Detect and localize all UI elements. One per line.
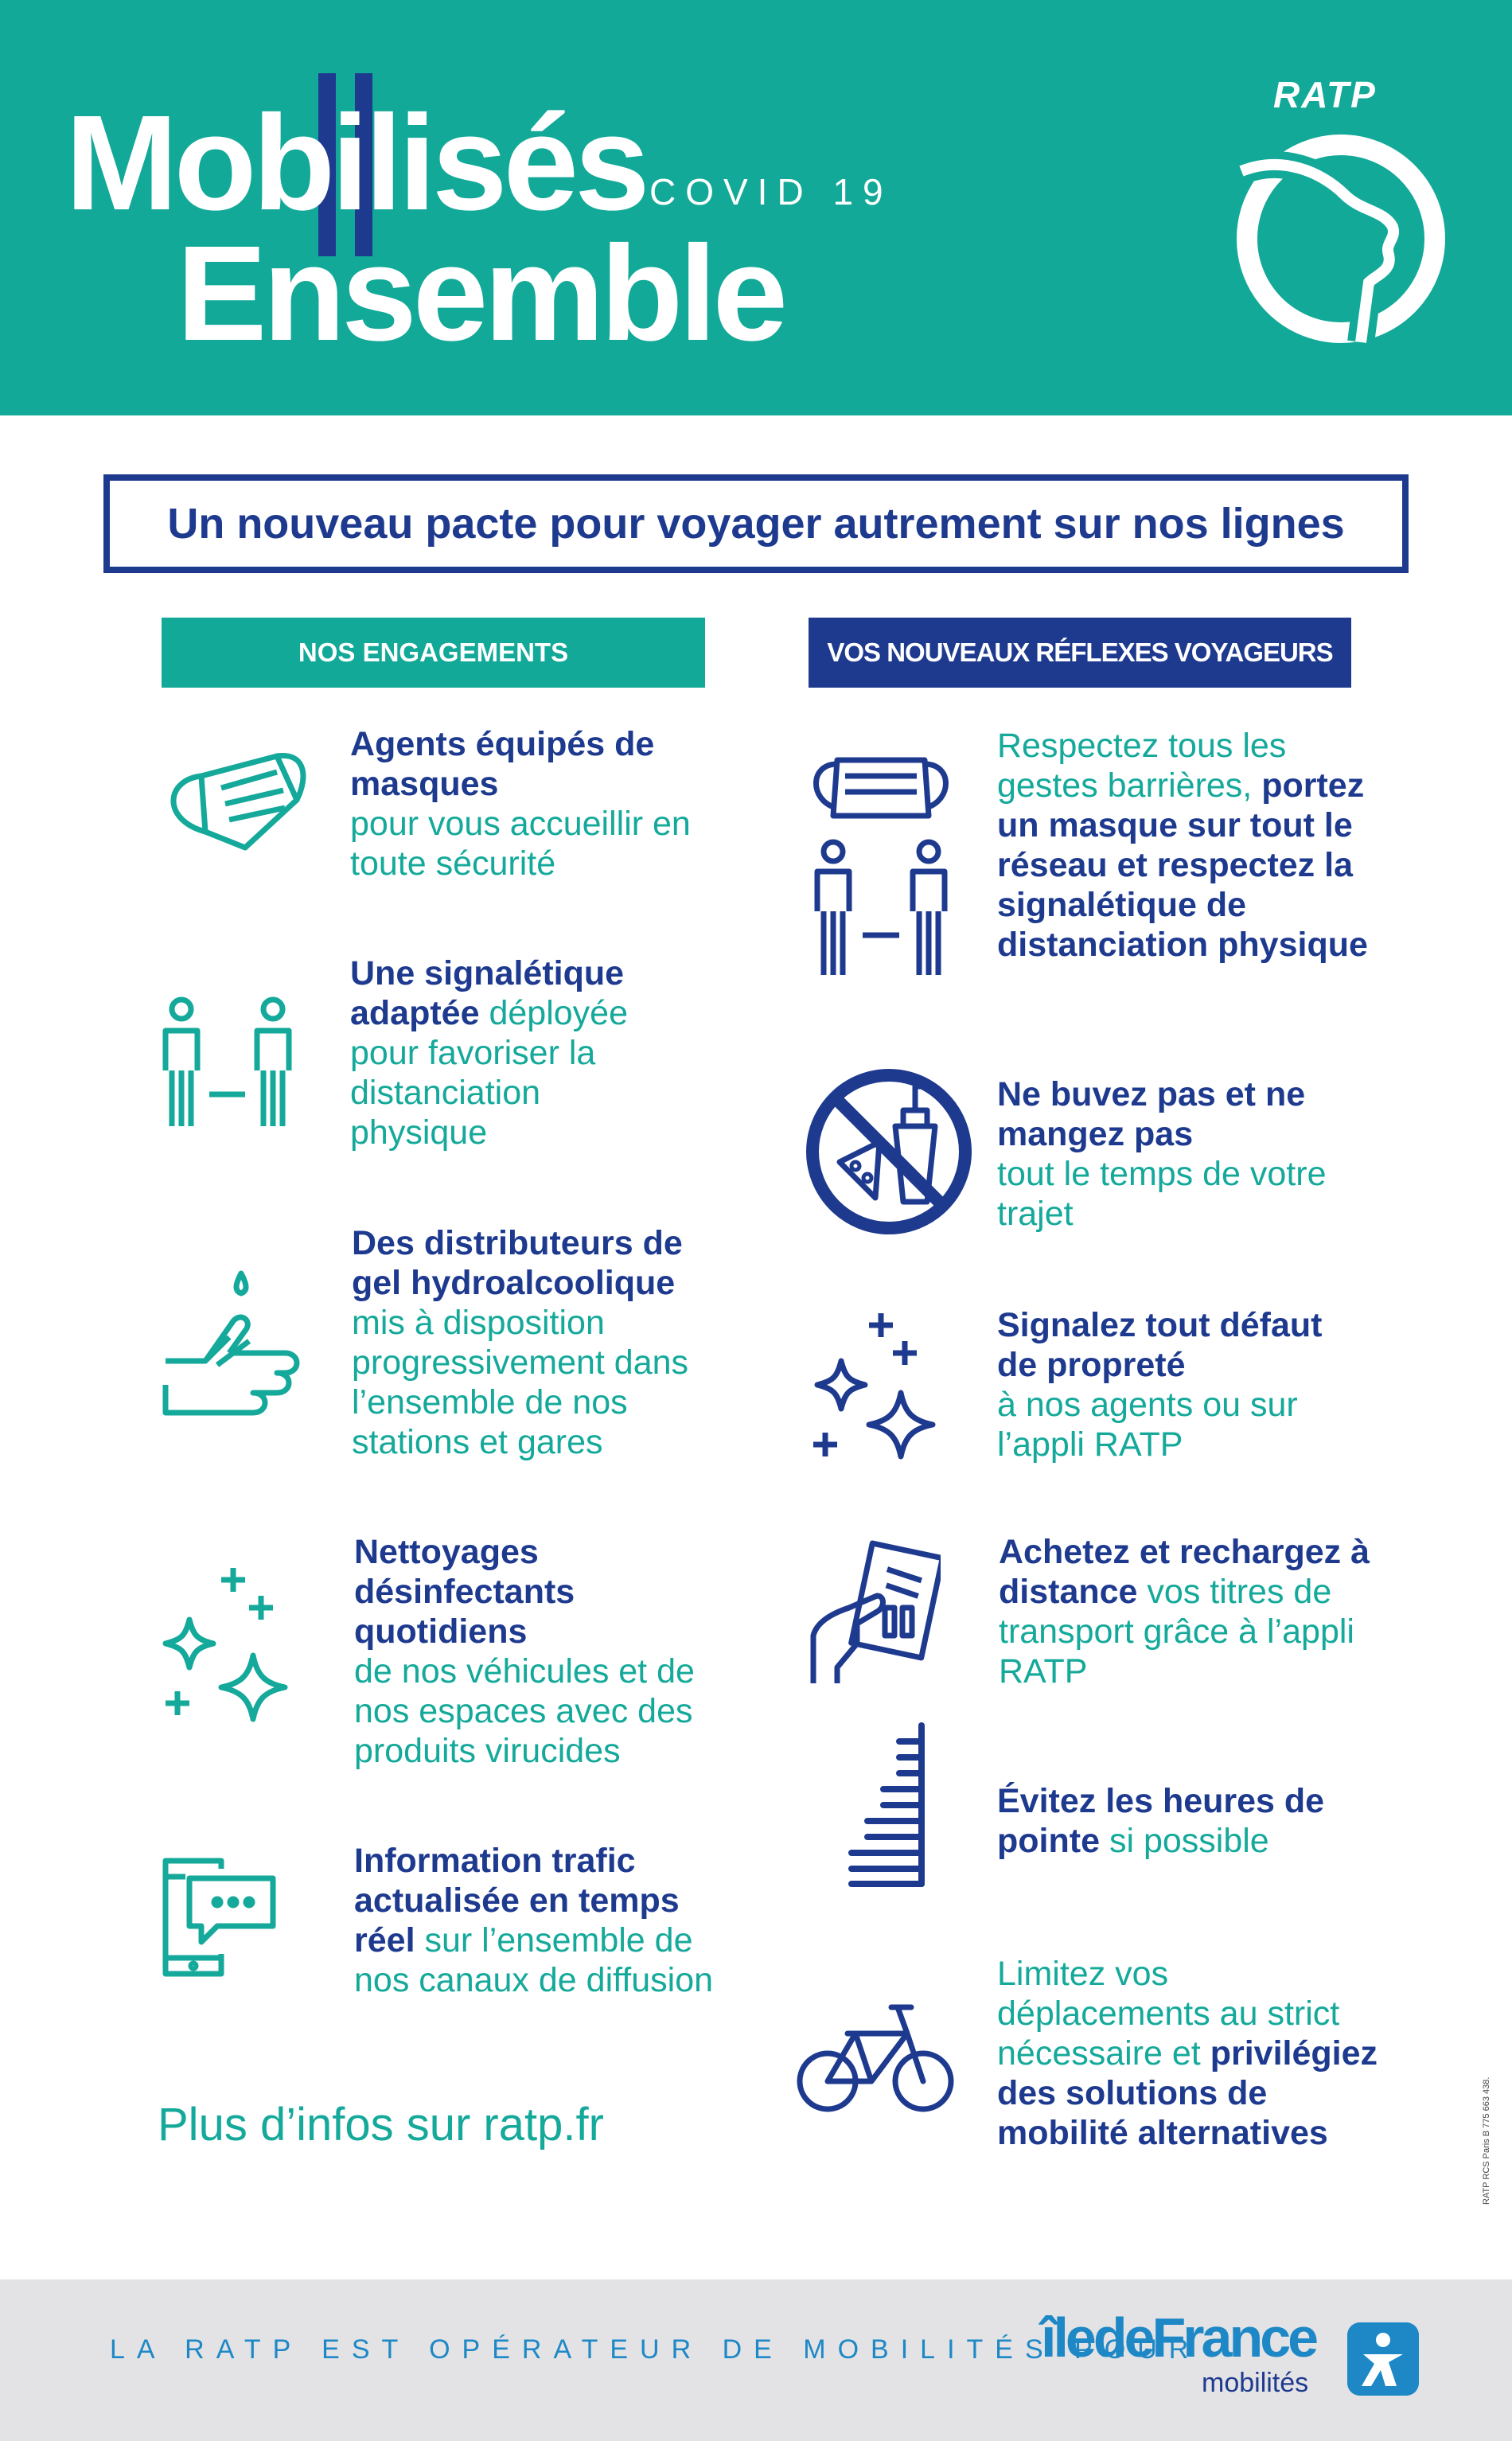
phone-chat-icon [158,1854,281,1982]
legal-notice: RATP RCS Paris B 775 663 438. [1482,2076,1491,2205]
covid-tag: COVID 19 [649,171,893,213]
engagement-4-bold: Nettoyages désinfectants quotidiens [354,1533,575,1651]
distancing-icon [158,995,297,1134]
reflex-6 [997,1954,1387,2153]
idf-mobilites-logo-icon [1347,2322,1419,2396]
engagement-5-bold: Information trafic actualisée en temps réel [354,1842,680,1959]
engagement-3 [352,1223,734,1462]
reflex-6-bold: privilégiez des solutions de mobilité alternatives [997,2034,1378,2152]
reflex-4 [999,1532,1389,1691]
engagement-3-text: mis à disposition progressivement dans l’ensemble de nos stations et gares [352,1304,689,1461]
title-line-1: Mobilisés [65,88,646,239]
engagement-5 [354,1841,744,2000]
ratp-brand-text: RATP [1273,74,1377,115]
engagement-1-text: pour vous accueillir en toute sécurité [350,805,691,883]
subtitle: Un nouveau pacte pour voyager autrement sur nos lignes [167,500,1345,548]
bicycle-icon [796,1998,955,2117]
subtitle-box [103,474,1409,573]
engagement-3-bold: Des distributeurs de gel hydroalcoolique [352,1224,683,1302]
reflex-2 [997,1074,1371,1234]
title-line-2: Ensemble [177,218,785,369]
reflex-3 [997,1305,1371,1464]
reflex-2-bold: Ne buvez pas et ne mangez pas [997,1075,1306,1153]
peak-hours-bars-icon [844,1719,931,1890]
reflex-3-text: à nos agents ou sur l’appli RATP [997,1386,1298,1464]
footer-text: LA RATP EST OPÉRATEUR DE MOBILITÉS POUR [110,2334,1201,2365]
reflex-2-text: tout le temps de votre trajet [997,1155,1327,1233]
mask-and-distance-icon [805,752,957,983]
sparkle-clean-icon [158,1560,297,1735]
ticket-phone-icon [805,1540,941,1687]
engagement-5-text: sur l’ensemble de nos canaux de diffusion [354,1921,714,1999]
idf-mobilites-sub: mobilités [1202,2368,1309,2398]
more-info-link[interactable]: Plus d’infos sur ratp.fr [158,2099,604,2150]
reflex-5-bold: Évitez les heures de pointe [997,1782,1325,1860]
engagement-2 [350,953,684,1152]
ratp-logo-icon [1226,123,1456,354]
engagement-1-bold: Agents équipés de masques [350,725,655,803]
engagement-4 [354,1532,736,1771]
reflex-1-lead: Respectez tous les gestes barrières, [997,727,1287,805]
reflex-1-bold: portez un masque sur tout le réseau et respectez la signalétique de distanciation physique [997,766,1368,964]
reflex-4-text: vos titres de transport grâce à l’appli RATP [999,1573,1354,1690]
column-heading-reflexes: VOS NOUVEAUX RÉFLEXES VOYAGEURS [809,618,1351,688]
hand-sanitizer-icon [158,1265,305,1425]
sparkle-report-icon [805,1305,945,1472]
no-food-drink-icon [804,1066,975,1238]
engagement-2-text: déployée pour favoriser la distanciation physique [350,994,629,1152]
reflex-4-bold: Achetez et rechargez à distance [999,1533,1370,1611]
reflex-5-text: si possible [1109,1822,1269,1860]
reflex-6-lead: Limitez vos déplacements au strict nécessaire et [997,1955,1340,2073]
engagement-2-bold: Une signalétique adaptée [350,954,625,1032]
column-heading-engagements: NOS ENGAGEMENTS [162,618,705,688]
face-mask-icon [158,744,309,864]
reflex-5 [997,1781,1355,1861]
engagement-4-text: de nos véhicules et de nos espaces avec des produits virucides [354,1652,695,1770]
idf-mobilites-name: îledeFrance [1041,2306,1316,2369]
reflex-1 [997,726,1371,965]
engagement-1 [350,724,764,883]
reflex-3-bold: Signalez tout défaut de propreté [997,1306,1323,1384]
